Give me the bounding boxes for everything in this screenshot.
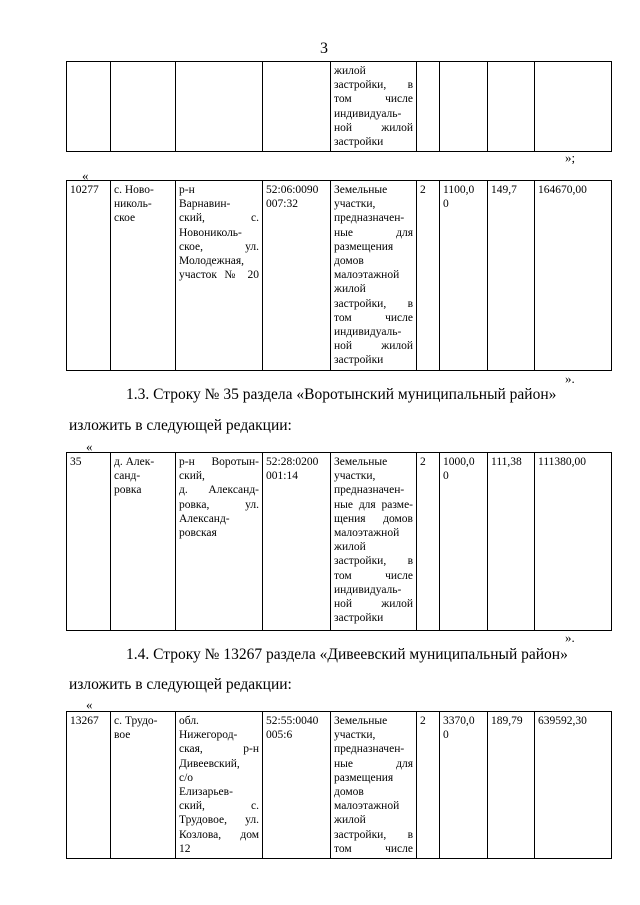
cell-num: 13267: [67, 712, 111, 859]
cell-settlement: д. Алек- санд- ровка: [111, 453, 176, 631]
cell-value: 164670,00: [535, 181, 612, 371]
cell-rate: 111,38: [488, 453, 535, 631]
cell-num: [67, 62, 111, 152]
cell-area: 1100,0 0: [440, 181, 488, 371]
paragraph-1-3-line2: изложить в следующей редакции:: [69, 417, 292, 434]
cell-settlement: [111, 62, 176, 152]
closing-quote: ».: [565, 630, 575, 645]
cell-address: [176, 62, 263, 152]
cell-settlement: с. Трудо- вое: [111, 712, 176, 859]
cell-address: обл. Нижегород- ская, р-н Дивеевский, с/о Елизарьев- ский, с. Трудовое, ул. Козлова, дом 12: [176, 712, 263, 859]
registry-table-35: [66, 452, 612, 631]
cell-area: 1000,0 0: [440, 453, 488, 631]
cell-address: р-н Воротын- ский, д. Александ- ровка, ул. Александ- ровская: [176, 453, 263, 631]
cell-group: 2: [417, 181, 440, 371]
paragraph-1-4-line1: 1.4. Строку № 13267 раздела «Дивеевский муниципальный район»: [126, 646, 568, 663]
registry-table-continuation: [66, 61, 612, 152]
cell-group: 2: [417, 453, 440, 631]
cell-value: 639592,30: [535, 712, 612, 859]
cell-description: жилой застройки, в том числе индивидуаль- ной жилой застройки: [331, 62, 417, 152]
opening-quote: «: [86, 439, 93, 454]
registry-table-13267: [66, 711, 612, 859]
opening-quote: «: [82, 168, 89, 183]
cell-num: 35: [67, 453, 111, 631]
page-number: 3: [320, 40, 328, 57]
cell-address: р-н Варнавин- ский, с. Новониколь- ское, ул. Молодежная, участок № 20: [176, 181, 263, 371]
paragraph-1-4-line2: изложить в следующей редакции:: [69, 676, 292, 693]
cell-group: [417, 62, 440, 152]
cell-settlement: с. Ново- николь- ское: [111, 181, 176, 371]
closing-quote: ».: [565, 371, 575, 386]
closing-quote: »;: [565, 150, 576, 165]
cell-cadastral: 52:28:0200 001:14: [263, 453, 331, 631]
paragraph-1-3-line1: 1.3. Строку № 35 раздела «Воротынский муниципальный район»: [126, 386, 557, 403]
cell-cadastral: 52:55:0040 005:6: [263, 712, 331, 859]
registry-table-10277: [66, 180, 612, 371]
cell-area: 3370,0 0: [440, 712, 488, 859]
cell-description: Земельные участки, предназначен- ные для разме- щения домов малоэтажной жилой застройки, в том числе индивидуаль- ной жилой застройки: [331, 453, 417, 631]
table-row: [67, 712, 612, 859]
cell-cadastral: [263, 62, 331, 152]
cell-cadastral: 52:06:0090 007:32: [263, 181, 331, 371]
cell-value: 111380,00: [535, 453, 612, 631]
cell-num: 10277: [67, 181, 111, 371]
cell-rate: [488, 62, 535, 152]
table-row: [67, 453, 612, 631]
cell-area: [440, 62, 488, 152]
cell-group: 2: [417, 712, 440, 859]
table-row: [67, 181, 612, 371]
cell-description: Земельные участки, предназначен- ные для размещения домов малоэтажной жилой застройки, в том числе индивидуаль- ной жилой застройки: [331, 181, 417, 371]
opening-quote: «: [86, 697, 93, 712]
cell-rate: 149,7: [488, 181, 535, 371]
cell-value: [535, 62, 612, 152]
cell-rate: 189,79: [488, 712, 535, 859]
cell-description: Земельные участки, предназначен- ные для размещения домов малоэтажной жилой застройки, в том числе: [331, 712, 417, 859]
